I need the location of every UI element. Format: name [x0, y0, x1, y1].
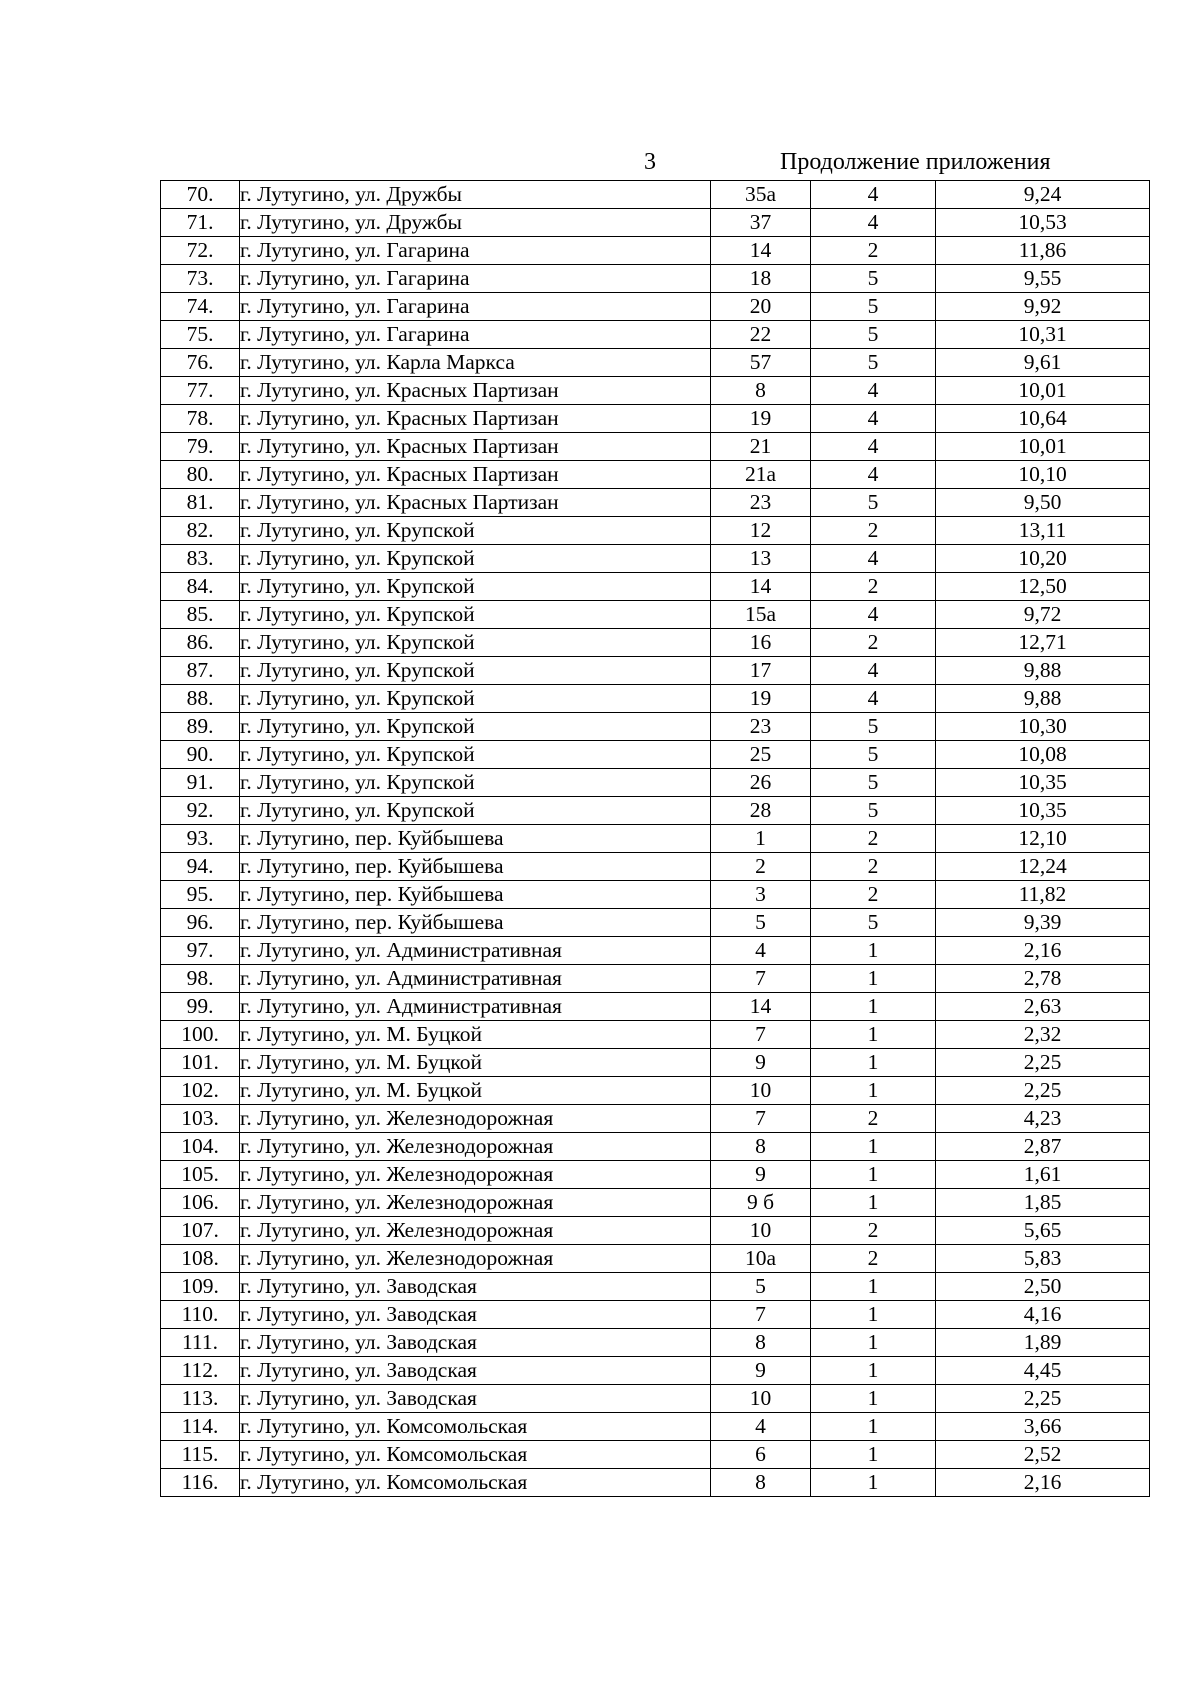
value-cell: 2,50	[936, 1273, 1150, 1301]
value-cell: 10,01	[936, 377, 1150, 405]
house-number-cell: 12	[711, 517, 811, 545]
house-number-cell: 7	[711, 1301, 811, 1329]
value-cell: 12,24	[936, 853, 1150, 881]
row-number-cell: 86.	[161, 629, 240, 657]
table-row	[161, 1105, 1150, 1133]
count-cell: 1	[811, 965, 936, 993]
count-cell: 4	[811, 433, 936, 461]
row-number-cell: 108.	[161, 1245, 240, 1273]
table-row	[161, 629, 1150, 657]
count-cell: 1	[811, 1189, 936, 1217]
count-cell: 2	[811, 237, 936, 265]
row-number-cell: 82.	[161, 517, 240, 545]
count-cell: 2	[811, 517, 936, 545]
house-number-cell: 22	[711, 321, 811, 349]
value-cell: 11,86	[936, 237, 1150, 265]
value-cell: 4,16	[936, 1301, 1150, 1329]
table-row	[161, 797, 1150, 825]
value-cell: 4,45	[936, 1357, 1150, 1385]
house-number-cell: 5	[711, 1273, 811, 1301]
row-number-cell: 74.	[161, 293, 240, 321]
address-cell: г. Лутугино, ул. Железнодорожная	[240, 1189, 711, 1217]
address-cell: г. Лутугино, ул. Крупской	[240, 517, 711, 545]
table-row	[161, 1189, 1150, 1217]
value-cell: 10,31	[936, 321, 1150, 349]
address-cell: г. Лутугино, ул. Железнодорожная	[240, 1161, 711, 1189]
address-cell: г. Лутугино, ул. М. Буцкой	[240, 1049, 711, 1077]
row-number-cell: 83.	[161, 545, 240, 573]
row-number-cell: 89.	[161, 713, 240, 741]
table-row	[161, 321, 1150, 349]
row-number-cell: 101.	[161, 1049, 240, 1077]
table-row	[161, 853, 1150, 881]
count-cell: 5	[811, 909, 936, 937]
address-cell: г. Лутугино, ул. Железнодорожная	[240, 1217, 711, 1245]
value-cell: 9,39	[936, 909, 1150, 937]
value-cell: 10,53	[936, 209, 1150, 237]
house-number-cell: 25	[711, 741, 811, 769]
address-cell: г. Лутугино, пер. Куйбышева	[240, 825, 711, 853]
count-cell: 5	[811, 713, 936, 741]
table-row	[161, 349, 1150, 377]
row-number-cell: 85.	[161, 601, 240, 629]
row-number-cell: 104.	[161, 1133, 240, 1161]
value-cell: 1,85	[936, 1189, 1150, 1217]
table-row	[161, 1161, 1150, 1189]
row-number-cell: 98.	[161, 965, 240, 993]
house-number-cell: 18	[711, 265, 811, 293]
table-row	[161, 377, 1150, 405]
house-number-cell: 8	[711, 1329, 811, 1357]
table-row	[161, 713, 1150, 741]
row-number-cell: 110.	[161, 1301, 240, 1329]
table-row	[161, 1385, 1150, 1413]
table-row	[161, 1273, 1150, 1301]
house-number-cell: 4	[711, 937, 811, 965]
row-number-cell: 80.	[161, 461, 240, 489]
value-cell: 5,83	[936, 1245, 1150, 1273]
continuation-label: Продолжение приложения	[780, 149, 1051, 175]
table-row	[161, 545, 1150, 573]
house-number-cell: 57	[711, 349, 811, 377]
count-cell: 5	[811, 797, 936, 825]
address-cell: г. Лутугино, ул. Крупской	[240, 713, 711, 741]
house-number-cell: 14	[711, 573, 811, 601]
value-cell: 5,65	[936, 1217, 1150, 1245]
table-row	[161, 1329, 1150, 1357]
house-number-cell: 8	[711, 377, 811, 405]
table-row	[161, 1357, 1150, 1385]
count-cell: 2	[811, 629, 936, 657]
row-number-cell: 78.	[161, 405, 240, 433]
address-cell: г. Лутугино, ул. Заводская	[240, 1385, 711, 1413]
value-cell: 9,88	[936, 657, 1150, 685]
count-cell: 1	[811, 1021, 936, 1049]
address-cell: г. Лутугино, ул. Гагарина	[240, 237, 711, 265]
address-cell: г. Лутугино, ул. Заводская	[240, 1357, 711, 1385]
count-cell: 1	[811, 1301, 936, 1329]
address-cell: г. Лутугино, ул. Заводская	[240, 1329, 711, 1357]
count-cell: 1	[811, 1441, 936, 1469]
row-number-cell: 73.	[161, 265, 240, 293]
table-row	[161, 1217, 1150, 1245]
row-number-cell: 87.	[161, 657, 240, 685]
address-cell: г. Лутугино, ул. Крупской	[240, 601, 711, 629]
row-number-cell: 106.	[161, 1189, 240, 1217]
address-cell: г. Лутугино, ул. Заводская	[240, 1301, 711, 1329]
count-cell: 4	[811, 377, 936, 405]
address-cell: г. Лутугино, ул. Крупской	[240, 629, 711, 657]
count-cell: 5	[811, 489, 936, 517]
address-cell: г. Лутугино, ул. Крупской	[240, 657, 711, 685]
address-cell: г. Лутугино, ул. Крупской	[240, 797, 711, 825]
house-number-cell: 8	[711, 1469, 811, 1497]
table-row	[161, 181, 1150, 209]
house-number-cell: 9	[711, 1049, 811, 1077]
value-cell: 10,35	[936, 769, 1150, 797]
house-number-cell: 10	[711, 1217, 811, 1245]
count-cell: 5	[811, 293, 936, 321]
count-cell: 4	[811, 461, 936, 489]
house-number-cell: 2	[711, 853, 811, 881]
value-cell: 10,35	[936, 797, 1150, 825]
count-cell: 2	[811, 573, 936, 601]
house-number-cell: 17	[711, 657, 811, 685]
value-cell: 2,25	[936, 1049, 1150, 1077]
address-cell: г. Лутугино, ул. Крупской	[240, 769, 711, 797]
value-cell: 10,10	[936, 461, 1150, 489]
house-number-cell: 10а	[711, 1245, 811, 1273]
value-cell: 9,72	[936, 601, 1150, 629]
value-cell: 10,01	[936, 433, 1150, 461]
house-number-cell: 1	[711, 825, 811, 853]
table-row	[161, 1133, 1150, 1161]
house-number-cell: 14	[711, 993, 811, 1021]
table-row	[161, 909, 1150, 937]
row-number-cell: 116.	[161, 1469, 240, 1497]
house-number-cell: 15а	[711, 601, 811, 629]
row-number-cell: 84.	[161, 573, 240, 601]
address-cell: г. Лутугино, ул. Дружбы	[240, 209, 711, 237]
house-number-cell: 13	[711, 545, 811, 573]
value-cell: 9,92	[936, 293, 1150, 321]
house-number-cell: 9 б	[711, 1189, 811, 1217]
row-number-cell: 100.	[161, 1021, 240, 1049]
addresses-table	[160, 180, 1150, 1497]
address-cell: г. Лутугино, ул. Крупской	[240, 573, 711, 601]
house-number-cell: 28	[711, 797, 811, 825]
address-cell: г. Лутугино, ул. Гагарина	[240, 321, 711, 349]
house-number-cell: 35а	[711, 181, 811, 209]
row-number-cell: 92.	[161, 797, 240, 825]
row-number-cell: 103.	[161, 1105, 240, 1133]
value-cell: 11,82	[936, 881, 1150, 909]
row-number-cell: 75.	[161, 321, 240, 349]
row-number-cell: 109.	[161, 1273, 240, 1301]
row-number-cell: 102.	[161, 1077, 240, 1105]
address-cell: г. Лутугино, ул. Красных Партизан	[240, 433, 711, 461]
value-cell: 12,71	[936, 629, 1150, 657]
value-cell: 1,89	[936, 1329, 1150, 1357]
table-row	[161, 741, 1150, 769]
count-cell: 4	[811, 601, 936, 629]
count-cell: 5	[811, 349, 936, 377]
value-cell: 2,16	[936, 937, 1150, 965]
count-cell: 5	[811, 769, 936, 797]
address-cell: г. Лутугино, ул. Красных Партизан	[240, 489, 711, 517]
table-row	[161, 517, 1150, 545]
count-cell: 1	[811, 1273, 936, 1301]
table-row	[161, 685, 1150, 713]
address-cell: г. Лутугино, ул. Крупской	[240, 685, 711, 713]
address-cell: г. Лутугино, ул. Дружбы	[240, 181, 711, 209]
count-cell: 1	[811, 1413, 936, 1441]
house-number-cell: 23	[711, 713, 811, 741]
count-cell: 1	[811, 1049, 936, 1077]
count-cell: 1	[811, 1385, 936, 1413]
row-number-cell: 77.	[161, 377, 240, 405]
row-number-cell: 90.	[161, 741, 240, 769]
address-cell: г. Лутугино, ул. Крупской	[240, 741, 711, 769]
address-cell: г. Лутугино, пер. Куйбышева	[240, 909, 711, 937]
row-number-cell: 95.	[161, 881, 240, 909]
address-cell: г. Лутугино, ул. Железнодорожная	[240, 1245, 711, 1273]
count-cell: 1	[811, 937, 936, 965]
row-number-cell: 113.	[161, 1385, 240, 1413]
address-cell: г. Лутугино, ул. Гагарина	[240, 293, 711, 321]
value-cell: 2,16	[936, 1469, 1150, 1497]
house-number-cell: 20	[711, 293, 811, 321]
row-number-cell: 112.	[161, 1357, 240, 1385]
address-cell: г. Лутугино, ул. М. Буцкой	[240, 1077, 711, 1105]
row-number-cell: 96.	[161, 909, 240, 937]
value-cell: 10,08	[936, 741, 1150, 769]
row-number-cell: 94.	[161, 853, 240, 881]
table-row	[161, 1021, 1150, 1049]
address-cell: г. Лутугино, ул. Крупской	[240, 545, 711, 573]
address-cell: г. Лутугино, ул. Карла Маркса	[240, 349, 711, 377]
house-number-cell: 4	[711, 1413, 811, 1441]
value-cell: 9,61	[936, 349, 1150, 377]
house-number-cell: 5	[711, 909, 811, 937]
house-number-cell: 21	[711, 433, 811, 461]
address-cell: г. Лутугино, ул. Комсомольская	[240, 1469, 711, 1497]
table-body	[161, 181, 1150, 1497]
table-row	[161, 1049, 1150, 1077]
address-cell: г. Лутугино, ул. Железнодорожная	[240, 1105, 711, 1133]
count-cell: 2	[811, 825, 936, 853]
value-cell: 9,55	[936, 265, 1150, 293]
address-cell: г. Лутугино, ул. Комсомольская	[240, 1441, 711, 1469]
table-row	[161, 601, 1150, 629]
page-number: 3	[644, 149, 656, 175]
house-number-cell: 23	[711, 489, 811, 517]
house-number-cell: 7	[711, 965, 811, 993]
value-cell: 9,88	[936, 685, 1150, 713]
row-number-cell: 97.	[161, 937, 240, 965]
count-cell: 1	[811, 1161, 936, 1189]
table-row	[161, 265, 1150, 293]
address-cell: г. Лутугино, ул. М. Буцкой	[240, 1021, 711, 1049]
house-number-cell: 7	[711, 1021, 811, 1049]
house-number-cell: 10	[711, 1077, 811, 1105]
house-number-cell: 21а	[711, 461, 811, 489]
address-cell: г. Лутугино, ул. Комсомольская	[240, 1413, 711, 1441]
count-cell: 1	[811, 1357, 936, 1385]
table-row	[161, 293, 1150, 321]
table-row	[161, 209, 1150, 237]
address-cell: г. Лутугино, ул. Железнодорожная	[240, 1133, 711, 1161]
row-number-cell: 72.	[161, 237, 240, 265]
house-number-cell: 8	[711, 1133, 811, 1161]
table-row	[161, 405, 1150, 433]
count-cell: 4	[811, 181, 936, 209]
house-number-cell: 9	[711, 1161, 811, 1189]
table-row	[161, 769, 1150, 797]
value-cell: 2,25	[936, 1385, 1150, 1413]
table-row	[161, 993, 1150, 1021]
value-cell: 2,87	[936, 1133, 1150, 1161]
table-row	[161, 433, 1150, 461]
count-cell: 5	[811, 265, 936, 293]
house-number-cell: 19	[711, 405, 811, 433]
count-cell: 1	[811, 1133, 936, 1161]
count-cell: 4	[811, 685, 936, 713]
table-row	[161, 489, 1150, 517]
value-cell: 2,78	[936, 965, 1150, 993]
row-number-cell: 71.	[161, 209, 240, 237]
count-cell: 2	[811, 1245, 936, 1273]
address-cell: г. Лутугино, ул. Административная	[240, 993, 711, 1021]
table-row	[161, 1413, 1150, 1441]
value-cell: 9,24	[936, 181, 1150, 209]
value-cell: 1,61	[936, 1161, 1150, 1189]
table-row	[161, 1441, 1150, 1469]
value-cell: 12,50	[936, 573, 1150, 601]
address-cell: г. Лутугино, ул. Красных Партизан	[240, 461, 711, 489]
row-number-cell: 111.	[161, 1329, 240, 1357]
row-number-cell: 115.	[161, 1441, 240, 1469]
address-cell: г. Лутугино, ул. Красных Партизан	[240, 377, 711, 405]
row-number-cell: 79.	[161, 433, 240, 461]
count-cell: 5	[811, 321, 936, 349]
house-number-cell: 37	[711, 209, 811, 237]
row-number-cell: 93.	[161, 825, 240, 853]
value-cell: 12,10	[936, 825, 1150, 853]
house-number-cell: 6	[711, 1441, 811, 1469]
table-row	[161, 825, 1150, 853]
row-number-cell: 114.	[161, 1413, 240, 1441]
count-cell: 1	[811, 1469, 936, 1497]
house-number-cell: 3	[711, 881, 811, 909]
value-cell: 10,30	[936, 713, 1150, 741]
value-cell: 10,64	[936, 405, 1150, 433]
count-cell: 4	[811, 209, 936, 237]
row-number-cell: 76.	[161, 349, 240, 377]
table-row	[161, 1077, 1150, 1105]
value-cell: 2,63	[936, 993, 1150, 1021]
address-cell: г. Лутугино, ул. Административная	[240, 965, 711, 993]
house-number-cell: 16	[711, 629, 811, 657]
count-cell: 1	[811, 1077, 936, 1105]
value-cell: 10,20	[936, 545, 1150, 573]
address-cell: г. Лутугино, ул. Гагарина	[240, 265, 711, 293]
value-cell: 2,52	[936, 1441, 1150, 1469]
value-cell: 4,23	[936, 1105, 1150, 1133]
row-number-cell: 105.	[161, 1161, 240, 1189]
table-row	[161, 965, 1150, 993]
table-row	[161, 573, 1150, 601]
address-cell: г. Лутугино, пер. Куйбышева	[240, 853, 711, 881]
count-cell: 4	[811, 405, 936, 433]
value-cell: 2,32	[936, 1021, 1150, 1049]
house-number-cell: 9	[711, 1357, 811, 1385]
count-cell: 1	[811, 993, 936, 1021]
house-number-cell: 26	[711, 769, 811, 797]
house-number-cell: 14	[711, 237, 811, 265]
count-cell: 4	[811, 545, 936, 573]
row-number-cell: 99.	[161, 993, 240, 1021]
count-cell: 5	[811, 741, 936, 769]
table-row	[161, 657, 1150, 685]
table-row	[161, 1469, 1150, 1497]
address-cell: г. Лутугино, пер. Куйбышева	[240, 881, 711, 909]
count-cell: 1	[811, 1329, 936, 1357]
table-row	[161, 461, 1150, 489]
row-number-cell: 107.	[161, 1217, 240, 1245]
row-number-cell: 88.	[161, 685, 240, 713]
address-cell: г. Лутугино, ул. Административная	[240, 937, 711, 965]
table-row	[161, 237, 1150, 265]
table-row	[161, 1301, 1150, 1329]
house-number-cell: 10	[711, 1385, 811, 1413]
house-number-cell: 7	[711, 1105, 811, 1133]
value-cell: 9,50	[936, 489, 1150, 517]
row-number-cell: 91.	[161, 769, 240, 797]
table-row	[161, 881, 1150, 909]
table-row	[161, 937, 1150, 965]
house-number-cell: 19	[711, 685, 811, 713]
value-cell: 2,25	[936, 1077, 1150, 1105]
count-cell: 2	[811, 1217, 936, 1245]
value-cell: 3,66	[936, 1413, 1150, 1441]
row-number-cell: 70.	[161, 181, 240, 209]
count-cell: 2	[811, 853, 936, 881]
count-cell: 2	[811, 1105, 936, 1133]
value-cell: 13,11	[936, 517, 1150, 545]
table-row	[161, 1245, 1150, 1273]
count-cell: 4	[811, 657, 936, 685]
count-cell: 2	[811, 881, 936, 909]
row-number-cell: 81.	[161, 489, 240, 517]
address-cell: г. Лутугино, ул. Заводская	[240, 1273, 711, 1301]
address-cell: г. Лутугино, ул. Красных Партизан	[240, 405, 711, 433]
